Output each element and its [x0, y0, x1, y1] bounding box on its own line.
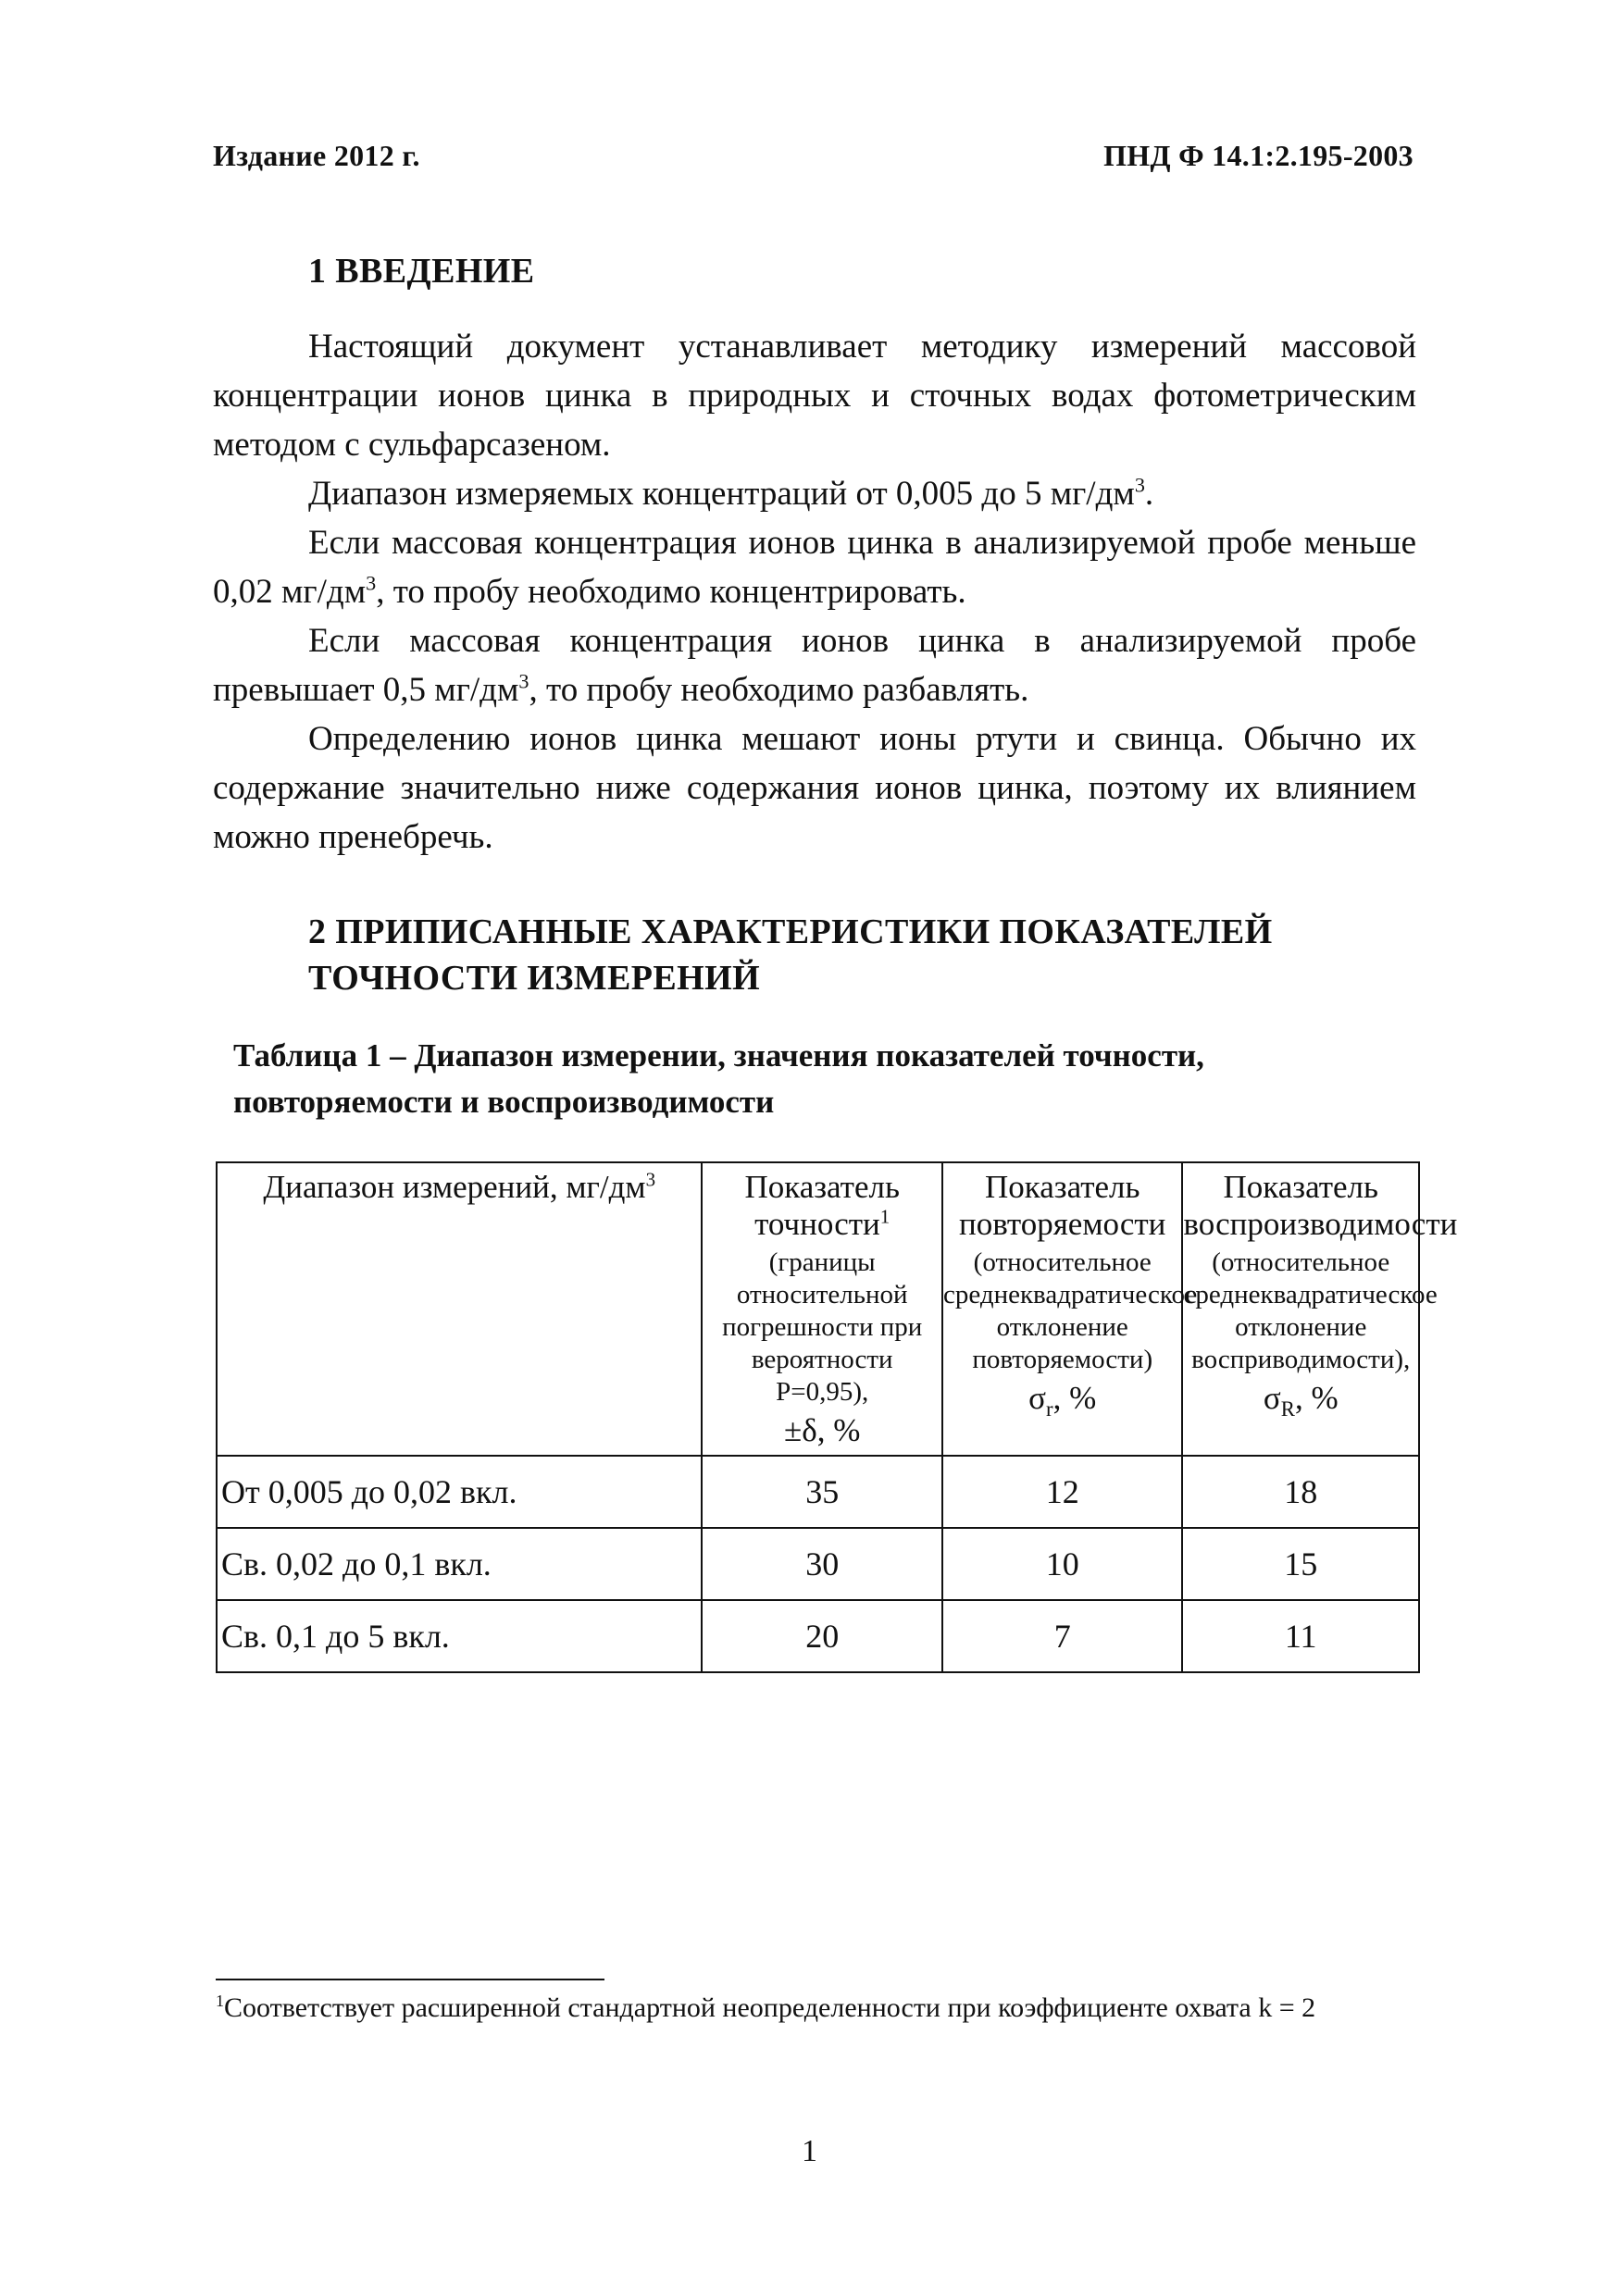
table-row	[217, 1456, 1419, 1528]
section-1-heading: 1 ВВЕДЕНИЕ	[308, 252, 535, 291]
section-2-heading: 2 ПРИПИСАННЫЕ ХАРАКТЕРИСТИКИ ПОКАЗАТЕЛЕЙ ТОЧНОСТИ ИЗМЕРЕНИЙ	[308, 912, 1273, 998]
table-row	[217, 1528, 1419, 1600]
cell-range: Св. 0,1 до 5 вкл.	[217, 1600, 702, 1672]
intro-paragraph-5: Определению ионов цинка мешают ионы ртути и свинца. Обычно их содержание значительно ниже содержания ионов цинка, поэтому их влиянием можно пренебречь.	[213, 720, 1416, 856]
cell-reproducibility: 15	[1182, 1528, 1419, 1600]
footnote-marker: 1	[216, 1992, 224, 2010]
page-number: 1	[802, 2134, 817, 2168]
intro-paragraph-1: Настоящий документ устанавливает методику измерений массовой концентрации ионов цинка в природных и сточных водах фотометрическим методом с сульфарсазеном.	[213, 328, 1416, 464]
table-caption: Таблица 1 – Диапазон измерении, значения показателей точности, повторяемости и воспроизводимости	[233, 1037, 1204, 1120]
cell-range: От 0,005 до 0,02 вкл.	[217, 1456, 702, 1528]
introduction-text	[213, 322, 1416, 862]
cell-accuracy: 30	[702, 1528, 942, 1600]
running-header	[213, 139, 1414, 185]
intro-paragraph-2: Диапазон измеряемых концентраций от 0,005 до 5 $мг/дм^3$.	[308, 473, 1154, 513]
cell-range: Св. 0,02 до 0,1 вкл.	[217, 1528, 702, 1600]
footnote-divider	[216, 1979, 604, 1980]
intro-paragraph-4: Если массовая концентрация ионов цинка в анализируемой пробе превышает 0,5 $мг/дм^3$, то пробу необходимо разбавлять.	[213, 622, 1416, 709]
table-row	[217, 1600, 1419, 1672]
intro-paragraph-3: Если массовая концентрация ионов цинка в анализируемой пробе меньше 0,02 $мг/дм^3$, то пробу необходимо концентрировать.	[213, 524, 1416, 611]
header-accuracy: Показатель точности$^1$ (границы относительной погрешности при вероятности Р=0,95), ±δ, %	[702, 1162, 942, 1456]
footnote	[216, 1990, 1364, 2027]
accuracy-table	[216, 1161, 1458, 1673]
cell-accuracy: 35	[702, 1456, 942, 1528]
cell-reproducibility: 11	[1182, 1600, 1419, 1672]
cell-repeatability: 12	[942, 1456, 1183, 1528]
cell-reproducibility: 18	[1182, 1456, 1419, 1528]
footnote-text: Соответствует расширенной стандартной неопределенности при коэффициенте охвата k = 2	[224, 1992, 1316, 2023]
cell-repeatability: 10	[942, 1528, 1183, 1600]
header-repeatability: Показатель повторяемости (относительное среднеквадратическое отклонение повторяемости) $\sigma_r$, %	[942, 1162, 1183, 1456]
header-range: Диапазон измерений, $мг/дм^3$	[217, 1162, 702, 1456]
header-reproducibility: Показатель воспроизводимости (относительное среднеквадратическое отклонение восприводимости), $\sigma_R$, %	[1182, 1162, 1419, 1456]
cell-repeatability: 7	[942, 1600, 1183, 1672]
table-header-row	[217, 1162, 1419, 1456]
edition-label: Издание 2012 г.	[213, 139, 420, 172]
cell-accuracy: 20	[702, 1600, 942, 1672]
document-code: ПНД Ф 14.1:2.195-2003	[1103, 139, 1414, 172]
